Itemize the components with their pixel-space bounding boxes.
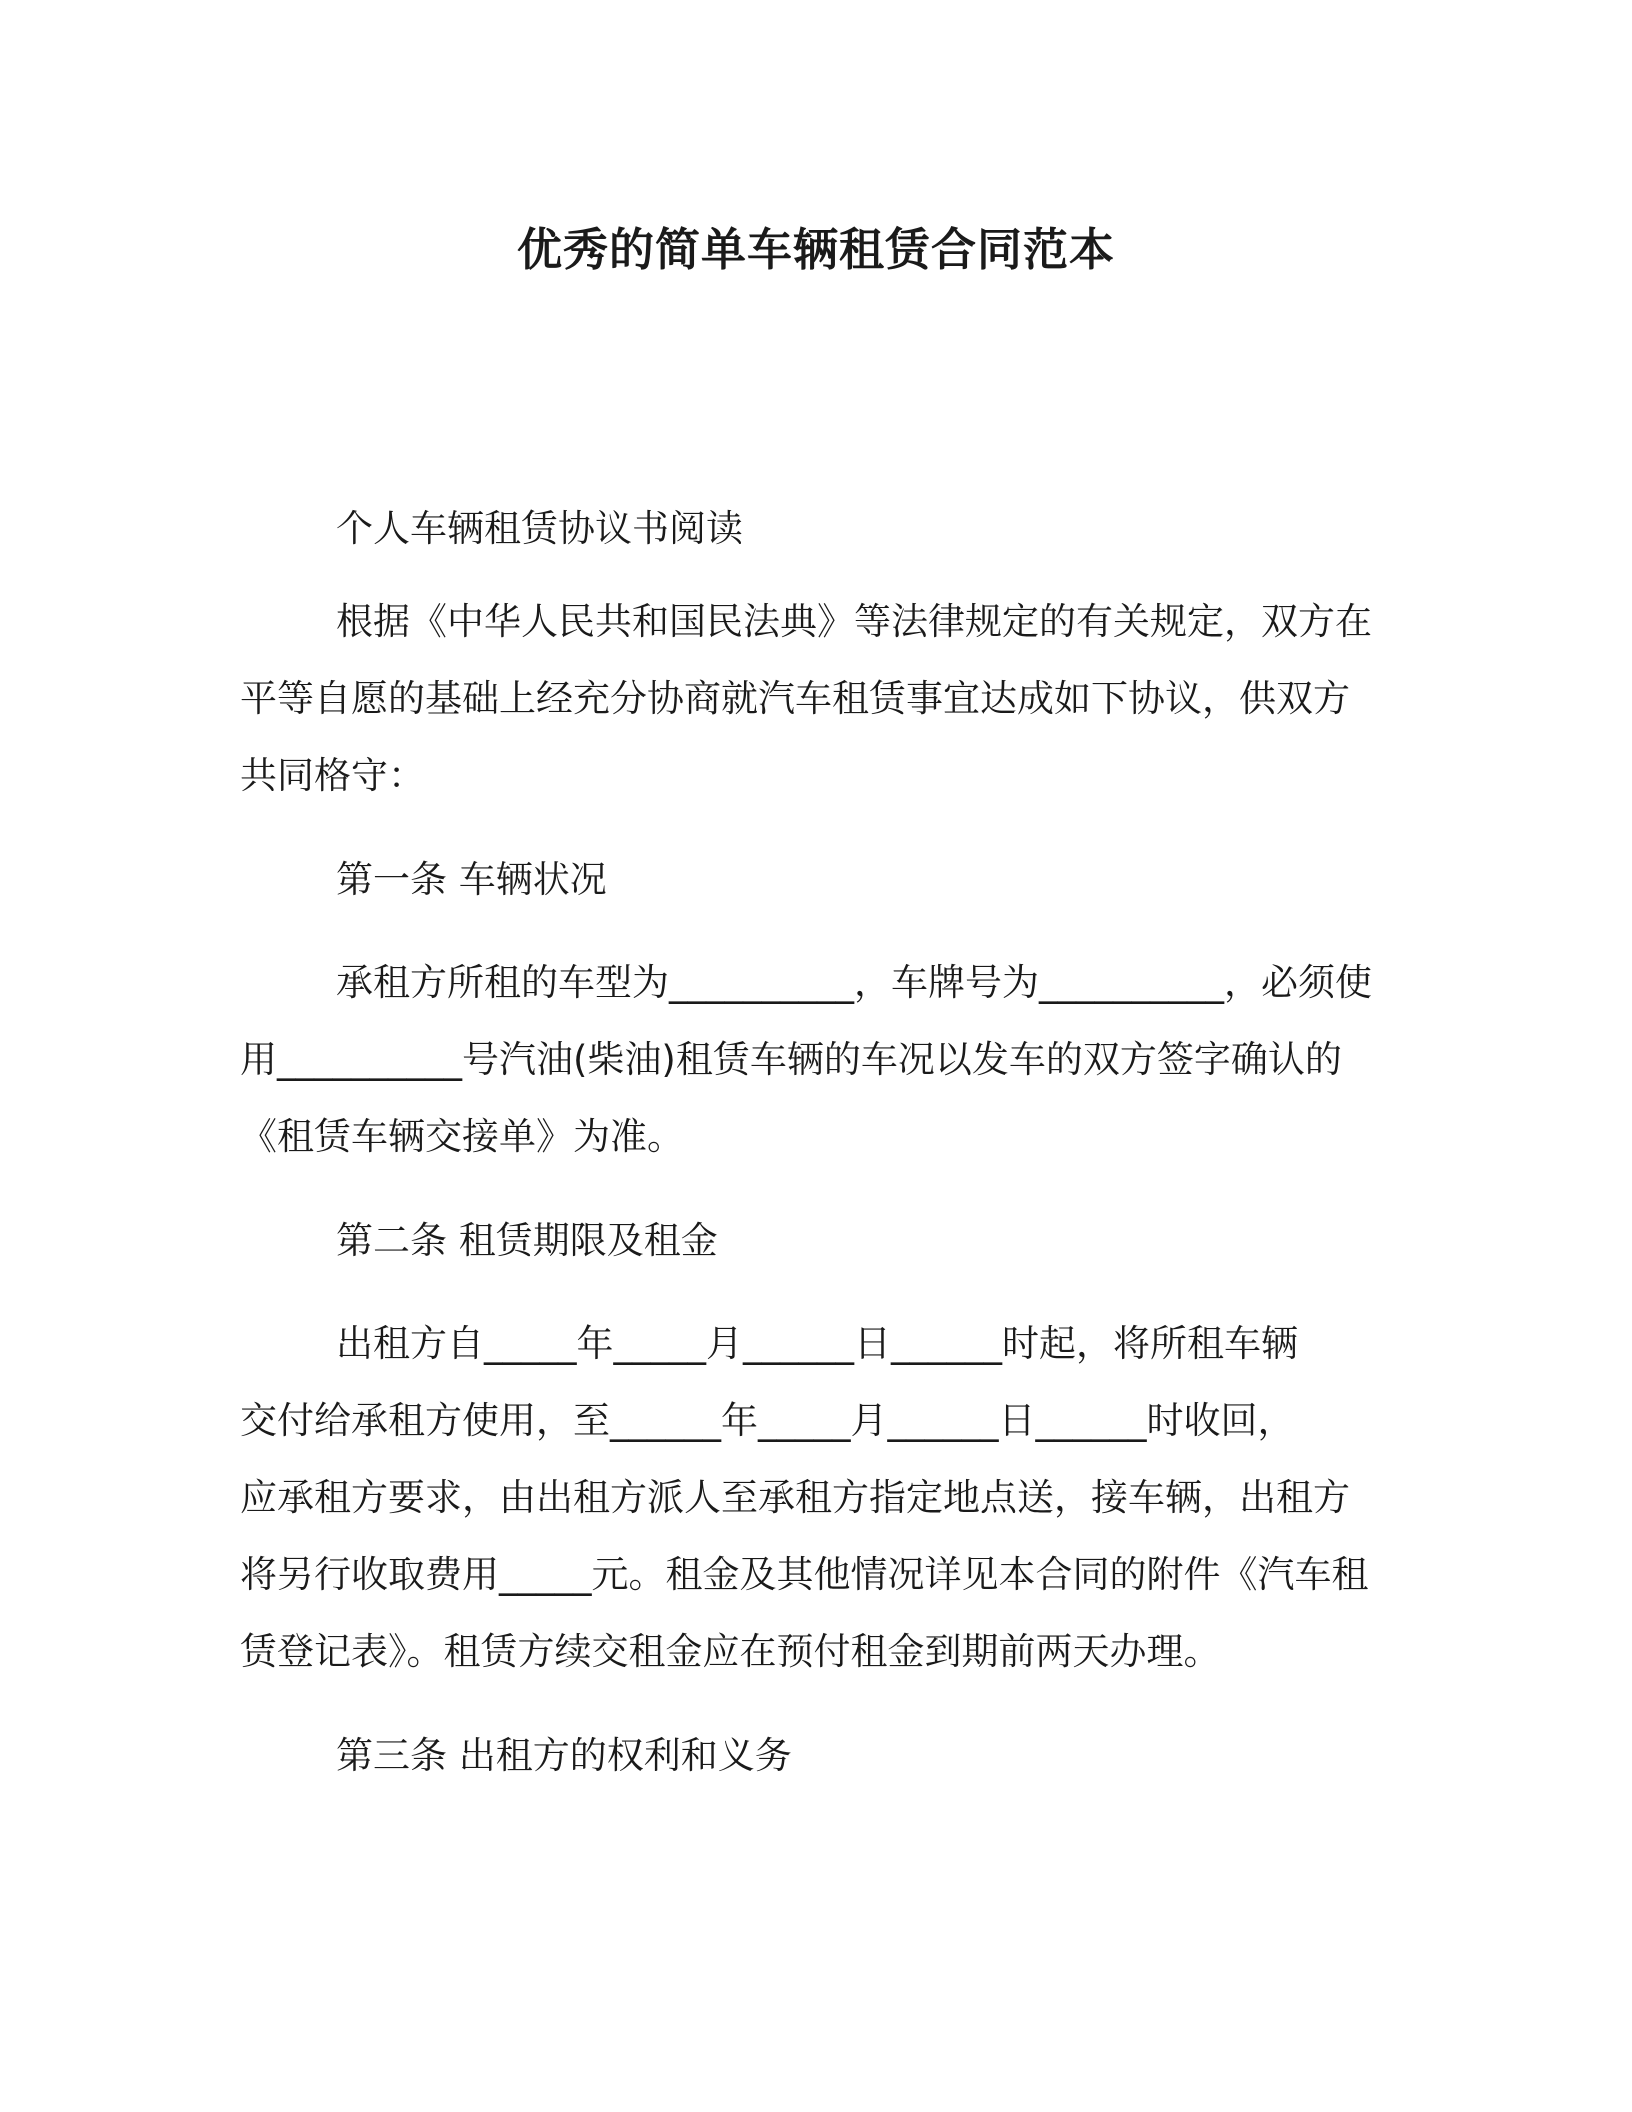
article-1-heading-line: 第一条 车辆状况 <box>336 858 607 901</box>
preamble-line-3: 共同格守： <box>240 754 425 797</box>
article-3-heading <box>240 1717 1382 1794</box>
article-1-line-3: 《租赁车辆交接单》为准。 <box>240 1115 684 1158</box>
article-2-line-3: 应承租方要求，由出租方派人至承租方指定地点送，接车辆，出租方 <box>240 1476 1350 1519</box>
document-title: 优秀的简单车辆租赁合同范本 <box>516 223 1115 276</box>
intro-heading <box>240 490 1382 567</box>
article-2-body <box>240 1305 1382 1690</box>
article-2-heading-line: 第二条 租赁期限及租金 <box>336 1219 718 1262</box>
intro-heading-line: 个人车辆租赁协议书阅读 <box>336 507 743 550</box>
preamble-line-2: 平等自愿的基础上经充分协商就汽车租赁事宜达成如下协议，供双方 <box>240 677 1350 720</box>
article-2-heading <box>240 1202 1382 1279</box>
preamble-paragraph <box>240 583 1382 814</box>
article-2-line-4: 将另行收取费用_____元。租金及其他情况详见本合同的附件《汽车租 <box>240 1553 1369 1596</box>
article-2-line-1: 出租方自_____年_____月______日______时起，将所租车辆 <box>336 1322 1298 1365</box>
article-3-heading-line: 第三条 出租方的权利和义务 <box>336 1734 792 1777</box>
article-2-line-5: 赁登记表》。租赁方续交租金应在预付租金到期前两天办理。 <box>240 1630 1221 1673</box>
article-2-line-2: 交付给承租方使用，至______年_____月______日______时收回， <box>240 1399 1295 1442</box>
article-1-body <box>240 944 1382 1175</box>
article-1-heading <box>240 841 1382 918</box>
preamble-line-1: 根据《中华人民共和国民法典》等法律规定的有关规定，双方在 <box>336 600 1372 643</box>
article-1-line-2: 用__________号汽油(柴油)租赁车辆的车况以发车的双方签字确认的 <box>240 1038 1342 1081</box>
article-1-line-1: 承租方所租的车型为__________，车牌号为__________，必须使 <box>336 961 1372 1004</box>
